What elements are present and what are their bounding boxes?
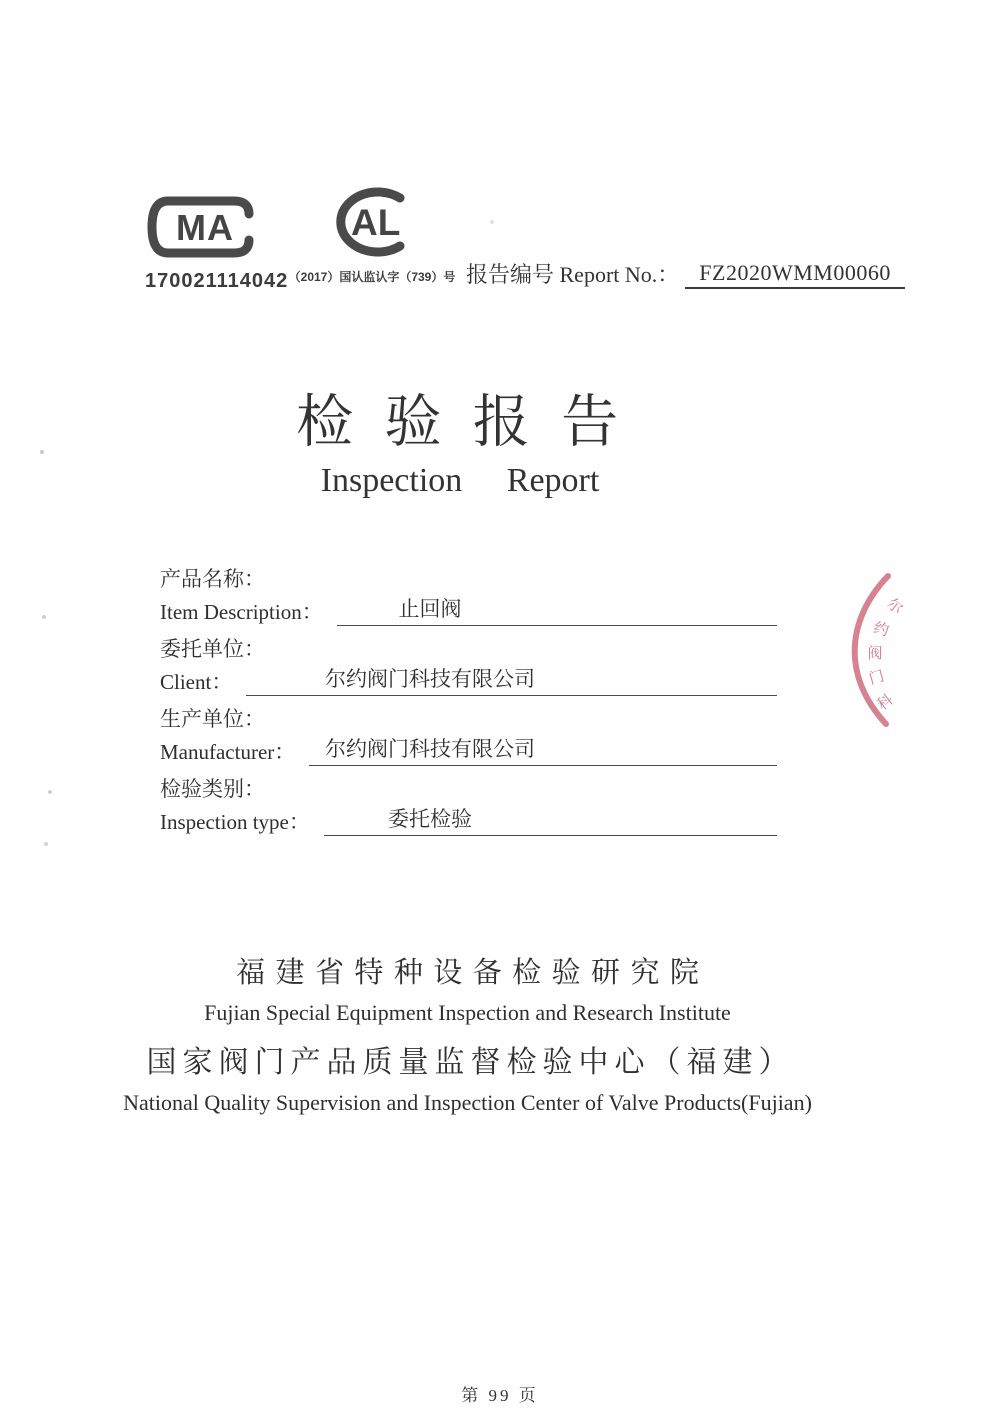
- cma-number: 170021114042: [145, 270, 289, 292]
- svg-text:门: 门: [867, 668, 887, 688]
- field-label-zh: 检验类别：: [160, 777, 265, 801]
- field-client: [160, 633, 777, 696]
- report-number-line: [466, 258, 905, 289]
- institute-name-zh: 福建省特种设备检验研究院: [236, 957, 710, 989]
- svg-text:约: 约: [871, 620, 891, 640]
- field-label-en: Client：: [160, 670, 233, 694]
- field-label-en: Inspection type：: [160, 810, 310, 834]
- svg-text:尔: 尔: [883, 595, 906, 618]
- field-label-en: Item Description：: [160, 600, 323, 624]
- institute-name-en: Fujian Special Equipment Inspection and Research Institute: [204, 1000, 731, 1025]
- title-english: Inspection Report: [320, 462, 600, 499]
- field-inspection-type: [160, 773, 777, 836]
- cal-logo-icon: [324, 202, 420, 265]
- field-value: 委托检验: [388, 807, 472, 831]
- page-number: 第 99 页: [461, 1386, 539, 1405]
- company-stamp-icon: [826, 570, 996, 730]
- institute-block: [0, 950, 935, 1116]
- field-label-zh: 生产单位：: [160, 707, 265, 731]
- cal-caption: （2017）国认监认字（739）号: [288, 270, 456, 284]
- document-title: [0, 376, 920, 500]
- field-value: 尔约阀门科技有限公司: [325, 667, 535, 691]
- field-label-zh: 产品名称：: [160, 567, 265, 591]
- scan-speckles: [40, 450, 44, 454]
- field-manufacturer: [160, 703, 777, 766]
- field-value: 止回阀: [398, 597, 462, 621]
- svg-text:阀: 阀: [867, 646, 883, 662]
- field-label-zh: 委托单位：: [160, 637, 265, 661]
- center-name-en: National Quality Supervision and Inspection Center of Valve Products(Fujian): [123, 1090, 812, 1115]
- cal-certification-block: [287, 183, 457, 285]
- title-chinese: 检验报告: [296, 391, 650, 454]
- report-number-label: 报告编号 Report No.：: [466, 262, 680, 287]
- field-label-en: Manufacturer：: [160, 740, 296, 764]
- center-name-zh: 国家阀门产品质量监督检验中心（福建）: [146, 1046, 795, 1079]
- field-item-description: [160, 563, 777, 626]
- cma-logo-icon: [143, 207, 261, 266]
- svg-text:AL: AL: [351, 202, 401, 243]
- report-number-value: FZ2020WMM00060: [685, 260, 905, 289]
- svg-text:科: 科: [874, 691, 897, 714]
- field-value: 尔约阀门科技有限公司: [325, 737, 535, 761]
- svg-text:MA: MA: [176, 207, 234, 248]
